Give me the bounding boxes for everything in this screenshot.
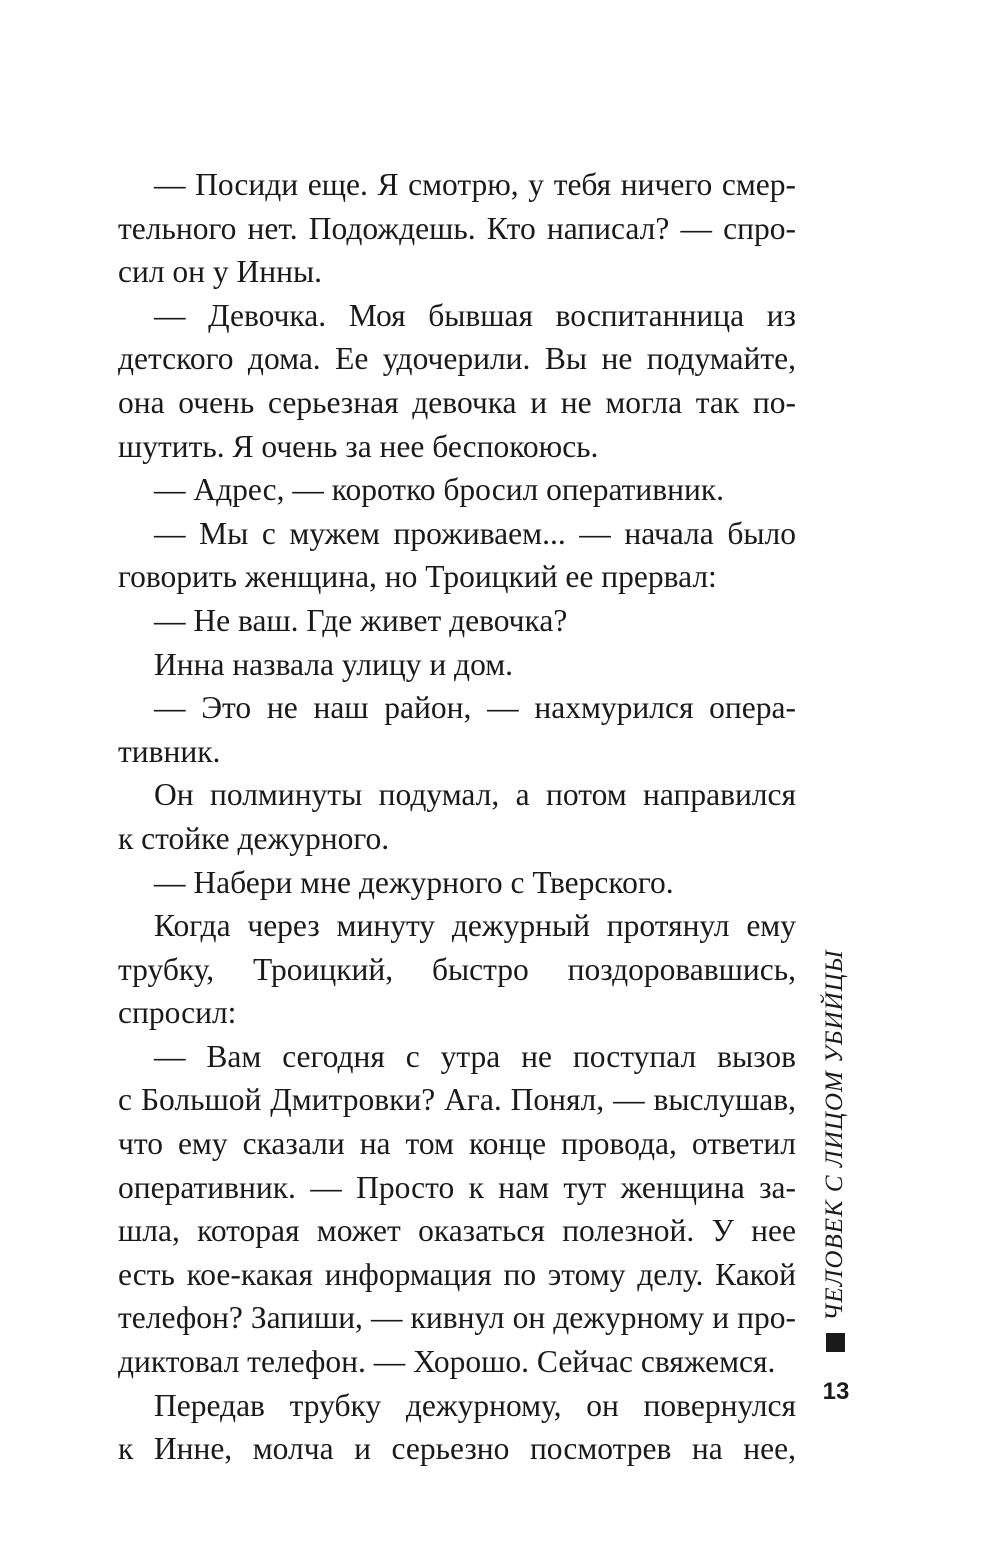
text-line: к Инне, молча и серьезно посмотрев на нее, <box>118 1431 796 1467</box>
text-line: — Набери мне дежурного с Тверского. <box>154 864 674 900</box>
text-line: оперативник. — Просто к нам тут женщина за- <box>118 1169 796 1205</box>
text-line: Инна назвала улицу и дом. <box>154 646 514 682</box>
text-line: шутить. Я очень за нее беспокоюсь. <box>118 428 599 464</box>
body-text <box>118 163 796 1471</box>
text-line: — Не ваш. Где живет девочка? <box>154 602 568 638</box>
text-line: детского дома. Ее удочерили. Вы не подумайте, <box>118 341 796 377</box>
running-title-text: ЧЕЛОВЕК С ЛИЦОМ УБИЙЦЫ <box>821 949 848 1321</box>
text-line: Он полминуты подумал, а потом направился <box>154 777 796 813</box>
square-marker-icon <box>826 1333 845 1352</box>
text-line: шла, которая может оказаться полезной. У нее <box>118 1213 796 1249</box>
running-title <box>818 932 852 1352</box>
text-line: сил он у Инны. <box>118 254 323 290</box>
text-line: трубку, Троицкий, быстро поздоровавшись, <box>118 951 796 987</box>
text-line: тивник. <box>118 733 221 769</box>
text-line: Когда через минуту дежурный протянул ему <box>154 908 796 944</box>
text-line: к стойке дежурного. <box>118 820 390 856</box>
text-line: — Адрес, — коротко бросил оперативник. <box>154 472 725 508</box>
text-line: спросил: <box>118 995 237 1031</box>
text-line: — Вам сегодня с утра не поступал вызов <box>154 1038 796 1074</box>
text-line: — Посиди еще. Я смотрю, у тебя ничего смер- <box>154 167 796 202</box>
text-line: тельного нет. Подождешь. Кто написал? — спро- <box>118 210 796 246</box>
text-line: с Большой Дмитровки? Ага. Понял, — выслушав, <box>118 1082 796 1118</box>
text-line: говорить женщина, но Троицкий ее прервал: <box>118 559 717 595</box>
text-line: диктовал телефон. — Хорошо. Сейчас свяжемся. <box>118 1344 776 1380</box>
text-line: есть кое-какая информация по этому делу. Какой <box>118 1256 796 1292</box>
text-line: она очень серьезная девочка и не могла так по- <box>118 384 796 420</box>
page-number: 13 <box>822 1378 850 1405</box>
text-line: — Это не наш район, — нахмурился опера- <box>154 690 796 726</box>
text-line: — Девочка. Моя бывшая воспитанница из <box>154 297 796 333</box>
text-line: — Мы с мужем проживаем... — начала было <box>154 515 796 551</box>
text-line: что ему сказали на том конце провода, ответил <box>118 1126 796 1162</box>
text-line: телефон? Запиши, — кивнул он дежурному и про- <box>118 1300 796 1336</box>
text-line: Передав трубку дежурному, он повернулся <box>154 1387 796 1423</box>
